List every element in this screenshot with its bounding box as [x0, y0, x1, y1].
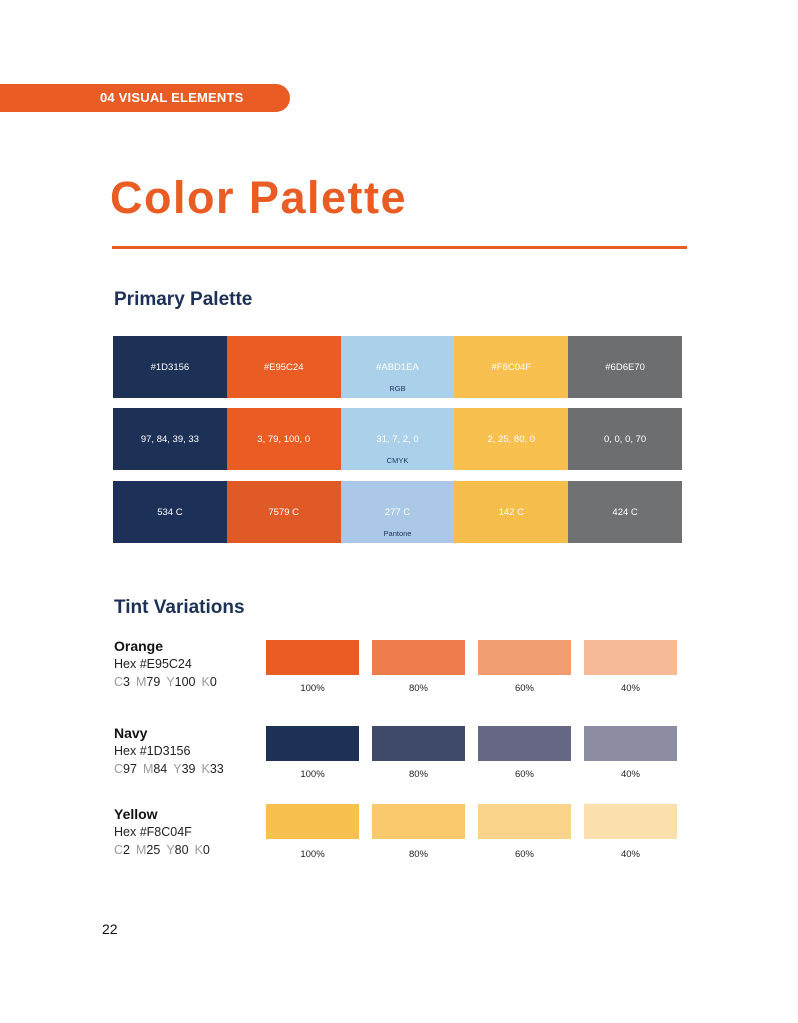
cmyk-y: 100 — [174, 675, 196, 689]
tint-level-label: 60% — [514, 769, 534, 780]
cell-value: #6D6E70 — [605, 361, 645, 373]
tint-cmyk-navy: C97 M84 Y39 K33 — [114, 762, 224, 776]
cmyk-k: 0 — [202, 843, 210, 857]
tint-swatch-yellow-80 — [372, 804, 465, 839]
swatch-yellow-cmyk — [454, 408, 568, 470]
tint-name-navy: Navy — [114, 725, 148, 741]
cell-value: 534 C — [157, 506, 183, 518]
tint-swatch-orange-100 — [266, 640, 359, 675]
tint-swatch-orange-40 — [584, 640, 677, 675]
tint-cmyk-orange: C3 M79 Y100 K0 — [114, 675, 217, 689]
tint-level-label: 60% — [514, 849, 534, 860]
tint-level-label: 40% — [620, 849, 640, 860]
cmyk-k: 0 — [209, 675, 217, 689]
tint-swatch-orange-60 — [478, 640, 571, 675]
section-tab: 04 VISUAL ELEMENTS — [0, 84, 290, 112]
tint-hex-yellow: Hex #F8C04F — [114, 825, 192, 839]
tint-level-label: 40% — [620, 769, 640, 780]
tint-name-orange: Orange — [114, 638, 164, 654]
pantone-row — [113, 481, 682, 543]
swatch-navy-rgb — [113, 336, 227, 398]
swatch-yellow-rgb — [454, 336, 568, 398]
swatch-blue-rgb — [341, 336, 455, 398]
tint-hex-navy: Hex #1D3156 — [114, 744, 191, 758]
cell-value: 97, 84, 39, 33 — [140, 433, 199, 445]
cmyk-m: 84 — [153, 762, 168, 776]
cell-value: 142 C — [498, 506, 524, 518]
tint-cmyk-yellow: C2 M25 Y80 K0 — [114, 843, 210, 857]
tint-level-label: 80% — [408, 849, 428, 860]
tint-swatch-navy-80 — [372, 726, 465, 761]
swatch-orange-pantone — [227, 481, 341, 543]
tint-level-label: 40% — [620, 683, 640, 694]
cell-value: #E95C24 — [263, 361, 304, 373]
cmyk-c: 3 — [123, 675, 130, 689]
cmyk-y: 80 — [174, 843, 189, 857]
cmyk-c: 2 — [123, 843, 130, 857]
row-caption: CMYK — [386, 456, 409, 465]
cell-value: 277 C — [384, 506, 411, 518]
rgb-row — [113, 336, 682, 398]
cmyk-m: 79 — [146, 675, 161, 689]
cell-value: 424 C — [612, 506, 638, 518]
cell-value: #F8C04F — [491, 361, 532, 373]
tint-swatch-yellow-40 — [584, 804, 677, 839]
title-divider — [112, 246, 687, 249]
cell-value: 0, 0, 0, 70 — [603, 433, 647, 445]
tint-level-label: 100% — [300, 849, 325, 860]
row-caption: RGB — [389, 384, 406, 393]
page-title: Color Palette — [110, 172, 408, 223]
swatch-gray-pantone — [568, 481, 682, 543]
swatch-orange-cmyk — [227, 408, 341, 470]
swatch-orange-rgb — [227, 336, 341, 398]
tint-swatch-yellow-100 — [266, 804, 359, 839]
swatch-blue-pantone — [341, 481, 455, 543]
primary-palette-heading: Primary Palette — [114, 289, 253, 310]
swatch-navy-pantone — [113, 481, 227, 543]
cell-value: 2, 25, 80, 0 — [487, 433, 536, 445]
cmyk-k: 33 — [209, 762, 224, 776]
swatch-blue-cmyk — [341, 408, 455, 470]
cell-value: 31, 7, 2, 0 — [376, 433, 419, 445]
page-number: 22 — [102, 921, 118, 937]
cell-value: 3, 79, 100, 0 — [257, 433, 311, 445]
swatch-gray-rgb — [568, 336, 682, 398]
swatch-navy-cmyk — [113, 408, 227, 470]
tint-name-yellow: Yellow — [114, 806, 158, 822]
cell-value: #1D3156 — [150, 361, 190, 373]
cmyk-y: 39 — [181, 762, 196, 776]
cmyk-row — [113, 408, 682, 470]
cell-value: #ABD1EA — [376, 361, 419, 373]
tint-swatch-navy-60 — [478, 726, 571, 761]
tint-level-label: 80% — [408, 769, 428, 780]
tint-level-label: 80% — [408, 683, 428, 694]
tint-swatch-navy-40 — [584, 726, 677, 761]
tint-level-label: 60% — [514, 683, 534, 694]
tint-swatch-yellow-60 — [478, 804, 571, 839]
swatch-yellow-pantone — [454, 481, 568, 543]
cell-value: 7579 C — [268, 506, 300, 518]
tint-swatch-orange-80 — [372, 640, 465, 675]
swatch-gray-cmyk — [568, 408, 682, 470]
cmyk-m: 25 — [146, 843, 161, 857]
tint-swatch-navy-100 — [266, 726, 359, 761]
tint-hex-orange: Hex #E95C24 — [114, 657, 192, 671]
tint-variations-heading: Tint Variations — [114, 597, 245, 618]
tint-level-label: 100% — [300, 769, 325, 780]
tint-level-label: 100% — [300, 683, 325, 694]
row-caption: Pantone — [383, 529, 412, 538]
cmyk-c: 97 — [123, 762, 137, 776]
